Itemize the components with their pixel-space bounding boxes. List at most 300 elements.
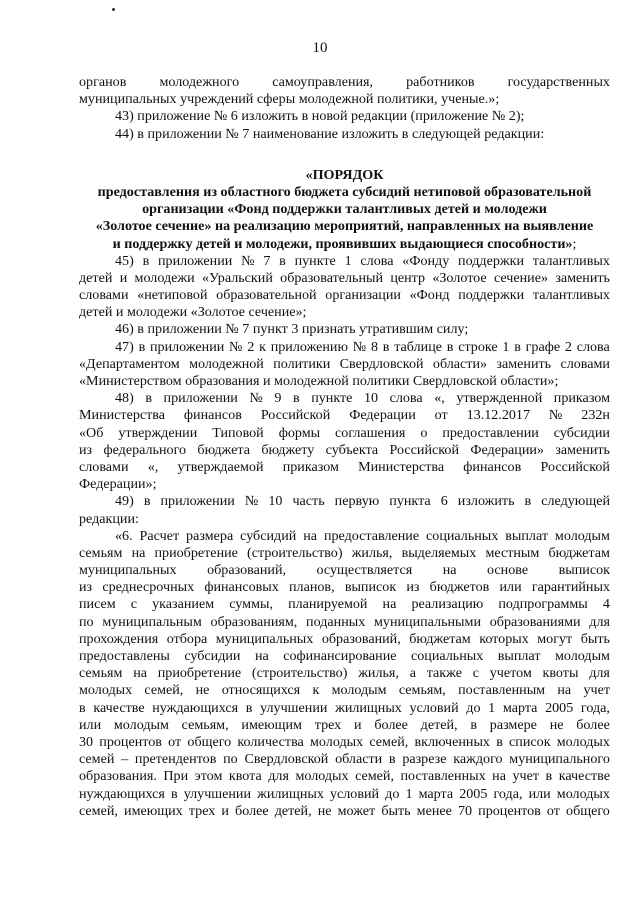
word: 2 xyxy=(564,338,572,355)
word: выделяемых xyxy=(401,544,477,561)
word: в xyxy=(145,390,152,407)
word: № xyxy=(548,407,563,424)
word: осуществляется xyxy=(316,562,413,579)
word: образований, xyxy=(321,630,401,647)
word: учет xyxy=(583,682,610,699)
word: в xyxy=(388,751,396,768)
word: «нетиповой xyxy=(137,287,208,304)
word: 1 xyxy=(488,699,496,716)
word: приложении xyxy=(158,252,233,269)
order-heading xyxy=(79,167,610,253)
word: финансов xyxy=(463,458,522,475)
word: слова xyxy=(360,252,394,269)
word: на xyxy=(492,768,506,785)
word: трех xyxy=(188,802,216,819)
text-line xyxy=(79,665,610,682)
word: суммы, xyxy=(229,596,273,613)
word: имеющих xyxy=(124,802,183,819)
word: с xyxy=(472,665,479,682)
word: графе xyxy=(525,338,561,355)
word: Российской xyxy=(389,441,459,458)
word: относящихся xyxy=(221,682,301,699)
word: молодым xyxy=(113,716,169,733)
word: на xyxy=(133,665,147,682)
word: реализацию xyxy=(411,596,484,613)
intro-line xyxy=(79,74,610,91)
text-line: 46) в приложении № 7 пункт 3 признать утратившим силу; xyxy=(115,321,469,338)
word: строке xyxy=(458,338,498,355)
word: с xyxy=(130,596,138,613)
word: в xyxy=(142,252,150,269)
word: соглашения xyxy=(335,424,406,441)
word: «, xyxy=(434,390,445,407)
word: быть xyxy=(381,802,411,819)
word: слова xyxy=(576,338,610,355)
word: пункте xyxy=(311,390,353,407)
word: субсидий xyxy=(240,527,297,544)
word: приложении xyxy=(160,493,235,510)
word: приказом xyxy=(553,390,610,407)
word: 232н xyxy=(581,407,610,424)
word: социальных xyxy=(410,648,484,664)
word: может xyxy=(337,802,376,819)
word: области xyxy=(335,751,383,768)
word: планируемой xyxy=(288,596,368,613)
word: «Об xyxy=(79,424,104,441)
text-line: «Министерством образования и молодежной политики Свердловской области»; xyxy=(79,373,559,389)
word: трех xyxy=(314,716,342,733)
word: Министерства xyxy=(358,458,445,475)
word: количества xyxy=(237,733,304,750)
word: приложении xyxy=(163,390,238,407)
word: «Департаментом xyxy=(79,355,180,372)
word: молодежной xyxy=(189,355,264,372)
word: талантливых xyxy=(532,252,610,269)
word: социальных xyxy=(426,527,499,544)
word: 49) xyxy=(115,493,134,510)
word: словами xyxy=(79,287,129,304)
word: не xyxy=(549,716,564,733)
word: 30 xyxy=(79,733,94,750)
word: в xyxy=(79,699,86,716)
word: семей, xyxy=(355,768,395,785)
word: в xyxy=(514,338,521,355)
word: – xyxy=(121,751,129,768)
word: образования. xyxy=(79,768,157,785)
word: молодым xyxy=(331,682,387,699)
word: заменить xyxy=(555,441,610,458)
intro-paragraph xyxy=(79,74,610,108)
word: жилищных xyxy=(257,785,324,802)
word: организации xyxy=(325,287,401,304)
word: Расчет xyxy=(139,527,180,544)
word: размера xyxy=(186,527,234,544)
word: марта xyxy=(418,785,454,802)
word: процентов xyxy=(99,733,162,750)
word: предоставлены xyxy=(79,648,170,664)
word: в xyxy=(496,733,503,750)
word: на xyxy=(557,682,572,699)
word: «6. xyxy=(115,527,133,544)
word: в xyxy=(382,338,390,355)
word: утверждаемой xyxy=(177,458,264,475)
word: софинансирование xyxy=(283,648,397,664)
word: приказом xyxy=(282,458,339,475)
word: семьям, xyxy=(181,716,229,733)
word: молодых xyxy=(556,785,610,802)
text-line xyxy=(79,631,610,648)
word: молодых xyxy=(295,768,349,785)
text-line xyxy=(79,734,610,751)
heading-line: предоставления из областного бюджета субсидий нетиповой образовательной xyxy=(97,183,592,200)
word: от xyxy=(168,733,182,750)
text-line xyxy=(79,459,610,476)
word: (строительство) xyxy=(251,665,348,682)
word: в xyxy=(143,493,151,510)
word: из xyxy=(406,579,420,596)
word: муниципальными xyxy=(374,613,481,630)
word: марта xyxy=(502,699,538,716)
word: молодым xyxy=(554,648,610,664)
text-line xyxy=(79,425,610,442)
word: поддержки xyxy=(458,287,525,304)
text-line xyxy=(79,562,610,579)
word: которых xyxy=(479,630,529,647)
word: нуждающихся xyxy=(152,699,239,716)
word: быть xyxy=(580,630,610,647)
word: № xyxy=(229,338,243,355)
word: из xyxy=(79,579,93,596)
word: 2005 xyxy=(459,785,488,802)
word: а xyxy=(409,665,416,682)
word: квота xyxy=(228,768,262,785)
word: этом xyxy=(194,768,223,785)
word: 10 xyxy=(363,390,379,407)
word: заменить xyxy=(555,269,610,286)
text-line xyxy=(79,390,610,407)
word: учет xyxy=(512,768,540,785)
word: поданных xyxy=(306,613,366,630)
word: из xyxy=(79,441,93,458)
word: утвержденной xyxy=(456,390,543,407)
word: от xyxy=(434,407,448,424)
word: по xyxy=(223,751,238,768)
word: подпрограммы xyxy=(498,596,588,613)
word: нуждающихся xyxy=(79,785,165,802)
word: талантливых xyxy=(532,287,610,304)
word: к xyxy=(312,682,320,699)
word: пункта xyxy=(389,493,431,510)
word: образований, xyxy=(207,562,287,579)
word: № xyxy=(241,252,255,269)
word: улучшении xyxy=(183,785,252,802)
word: выписок xyxy=(558,562,610,579)
word: в xyxy=(446,338,454,355)
word: пункте xyxy=(294,252,336,269)
word: молодежи xyxy=(134,269,195,286)
word: следующей xyxy=(541,493,610,510)
word: могут xyxy=(537,630,573,647)
word: общего xyxy=(566,802,610,819)
text-line xyxy=(79,786,610,803)
word: 2 xyxy=(247,338,255,355)
word: о xyxy=(420,424,428,441)
amendment-text xyxy=(79,253,610,820)
word: размере xyxy=(489,716,537,733)
word: в xyxy=(245,699,253,716)
word: в xyxy=(470,716,477,733)
word: и xyxy=(354,716,362,733)
word: гарантийных xyxy=(531,579,610,596)
word: семьям, xyxy=(398,682,446,699)
heading-title: «ПОРЯДОК xyxy=(305,166,384,183)
word: словами xyxy=(79,458,129,475)
word: молодых xyxy=(79,682,133,699)
word: муниципальным xyxy=(102,613,202,630)
word: к xyxy=(259,338,266,355)
word: государственных xyxy=(507,74,610,90)
text-line xyxy=(79,700,610,717)
word: процентов xyxy=(478,802,541,819)
word: 1 xyxy=(502,338,510,355)
word: от xyxy=(546,802,560,819)
word: «Золотое xyxy=(432,269,487,286)
word: включенных xyxy=(414,733,490,750)
word: самоуправления, xyxy=(272,74,374,90)
word: образовательный xyxy=(280,269,384,286)
word: для xyxy=(589,665,610,682)
word: в xyxy=(279,252,286,269)
word: года, xyxy=(580,699,610,716)
word: «Фонд xyxy=(409,287,450,304)
word: выплат xyxy=(505,527,548,544)
word: 9 xyxy=(274,390,282,407)
word: поддержки xyxy=(458,252,525,269)
document-body xyxy=(79,74,610,820)
word: сечение» xyxy=(493,269,549,286)
word: для xyxy=(589,613,610,630)
word: до xyxy=(385,785,400,802)
word: 2005 xyxy=(545,699,574,716)
word: детей, xyxy=(274,802,312,819)
heading-line: организации «Фонд поддержки талантливых детей и молодежи xyxy=(142,201,547,218)
word: учетом xyxy=(489,665,532,682)
text-line: Федерации»; xyxy=(79,476,157,493)
word: Федерации xyxy=(349,407,416,424)
word: бюджетов xyxy=(429,579,490,596)
word: имеющим xyxy=(241,716,302,733)
word: бюджету xyxy=(261,441,315,458)
text-line xyxy=(79,717,610,734)
word: муниципальных xyxy=(215,630,314,647)
word: Свердловской xyxy=(339,355,424,372)
amendment-items xyxy=(79,108,610,142)
word: основе xyxy=(487,562,529,579)
word: список xyxy=(509,733,551,750)
word: указанием xyxy=(152,596,215,613)
word: «Уральский xyxy=(202,269,273,286)
word: для xyxy=(268,768,289,785)
word: детей, xyxy=(420,716,458,733)
word: условий xyxy=(409,699,459,716)
text-line xyxy=(79,442,610,459)
word: жилья, xyxy=(351,544,393,561)
word: изложить xyxy=(457,493,515,510)
word: на xyxy=(254,648,269,664)
text-line xyxy=(79,253,610,270)
word: заменить xyxy=(496,355,552,372)
text-line xyxy=(79,579,610,596)
word: предоставление xyxy=(323,527,420,544)
word: бюджета xyxy=(197,441,250,458)
word: часть xyxy=(292,493,325,510)
word: семей xyxy=(79,751,115,768)
word: предоставлении xyxy=(442,424,539,441)
word: 10 xyxy=(268,493,283,510)
word: молодых xyxy=(556,733,610,750)
word: Министерства xyxy=(79,407,166,424)
word: условий xyxy=(329,785,380,802)
text-line xyxy=(79,648,610,665)
word: в xyxy=(138,338,146,355)
word: по xyxy=(79,613,94,630)
word: субъекта xyxy=(325,441,379,458)
word: Свердловской xyxy=(244,751,329,768)
word: молодым xyxy=(554,527,610,544)
word: 47) xyxy=(115,338,134,355)
text-line xyxy=(79,493,610,510)
word: субсидии xyxy=(553,424,610,441)
word: 70 xyxy=(457,802,473,819)
word: планов, xyxy=(289,579,335,596)
word: центр xyxy=(390,269,426,286)
word: При xyxy=(163,768,189,785)
word: более xyxy=(576,716,610,733)
text-line xyxy=(79,614,610,631)
word: среднесрочных xyxy=(102,579,195,596)
heading-line: «Золотое сечение» на реализацию мероприятий, направленных на выявление xyxy=(95,218,594,235)
word: квоты xyxy=(542,665,579,682)
word: выплат xyxy=(497,648,541,664)
word: в xyxy=(545,768,553,785)
word: приложению xyxy=(270,338,348,355)
word: и xyxy=(221,802,229,819)
word: или xyxy=(79,716,102,733)
word: претендентов xyxy=(134,751,217,768)
word: в xyxy=(170,785,178,802)
word: и xyxy=(119,269,128,286)
word: более xyxy=(374,716,408,733)
word: качестве xyxy=(93,699,145,716)
word: слова xyxy=(389,390,423,407)
text-line xyxy=(79,545,610,562)
text-line xyxy=(79,768,610,785)
word: выписок xyxy=(344,579,397,596)
text-line xyxy=(79,270,610,287)
word: Российской xyxy=(260,407,331,424)
text-line: детей и молодежи «Золотое сечение»; xyxy=(79,304,307,321)
word: 6 xyxy=(440,493,448,510)
text-line xyxy=(79,528,610,545)
word: образовательной xyxy=(216,287,317,304)
text-line xyxy=(79,596,610,613)
word: 13.12.2017 xyxy=(466,407,531,424)
word: формы xyxy=(278,424,321,441)
word: Федерации» xyxy=(470,441,544,458)
text-line xyxy=(79,407,610,424)
text-line: редакции: xyxy=(79,510,139,527)
word: таблице xyxy=(394,338,442,355)
word: 48) xyxy=(115,390,134,407)
amendment-item: 43) приложение № 6 изложить в новой редакции (приложение № 2); xyxy=(115,108,525,125)
word: муниципального xyxy=(509,751,610,768)
word: семьям xyxy=(79,544,123,561)
word: молодых xyxy=(310,733,364,750)
word: в xyxy=(524,493,532,510)
word: Российской xyxy=(540,458,610,475)
word: 7 xyxy=(263,252,271,269)
word: года, xyxy=(493,785,523,802)
word: (строительство) xyxy=(247,544,343,561)
word: прохождения xyxy=(79,630,159,647)
word: словами xyxy=(560,355,610,372)
word: разрезе xyxy=(402,751,447,768)
word: 1 xyxy=(405,785,413,802)
text-line xyxy=(79,356,610,373)
word: финансовых xyxy=(204,579,279,596)
word: бюджетам xyxy=(548,544,610,561)
word: детей xyxy=(79,269,113,286)
word: улучшении xyxy=(260,699,328,716)
word: местным xyxy=(485,544,540,561)
word: также xyxy=(426,665,462,682)
word: жилья, xyxy=(358,665,399,682)
word: финансов xyxy=(183,407,242,424)
text-line xyxy=(79,682,610,699)
word: № xyxy=(352,338,367,355)
word: области» xyxy=(432,355,488,372)
word: качестве xyxy=(558,768,610,785)
word: каждого xyxy=(453,751,503,768)
word: отбора xyxy=(166,630,208,647)
word: или xyxy=(528,785,551,802)
word: политики xyxy=(273,355,331,372)
word: в xyxy=(292,390,300,407)
word: семьям xyxy=(79,665,123,682)
word: органов xyxy=(79,74,127,90)
word: приобретение xyxy=(157,665,242,682)
word: образованиями xyxy=(489,613,581,630)
word: семей, xyxy=(144,682,184,699)
text-line xyxy=(79,287,610,304)
word: приложении xyxy=(149,338,225,355)
word: 1 xyxy=(344,252,352,269)
word: не xyxy=(317,802,332,819)
text-line xyxy=(79,751,610,768)
word: до xyxy=(466,699,481,716)
word: 8 xyxy=(370,338,379,355)
word: поставленным xyxy=(458,682,546,699)
word: поставленных xyxy=(400,768,486,785)
word: Типовой xyxy=(212,424,264,441)
word: № xyxy=(249,390,263,407)
heading-line-last: и поддержку детей и молодежи, проявивших выдающиеся способности»; xyxy=(112,235,577,252)
word: утверждении xyxy=(118,424,198,441)
word: молодежного xyxy=(159,74,240,90)
word: семей, xyxy=(79,802,118,819)
word: образованиям, xyxy=(210,613,298,630)
text-line xyxy=(79,803,610,820)
